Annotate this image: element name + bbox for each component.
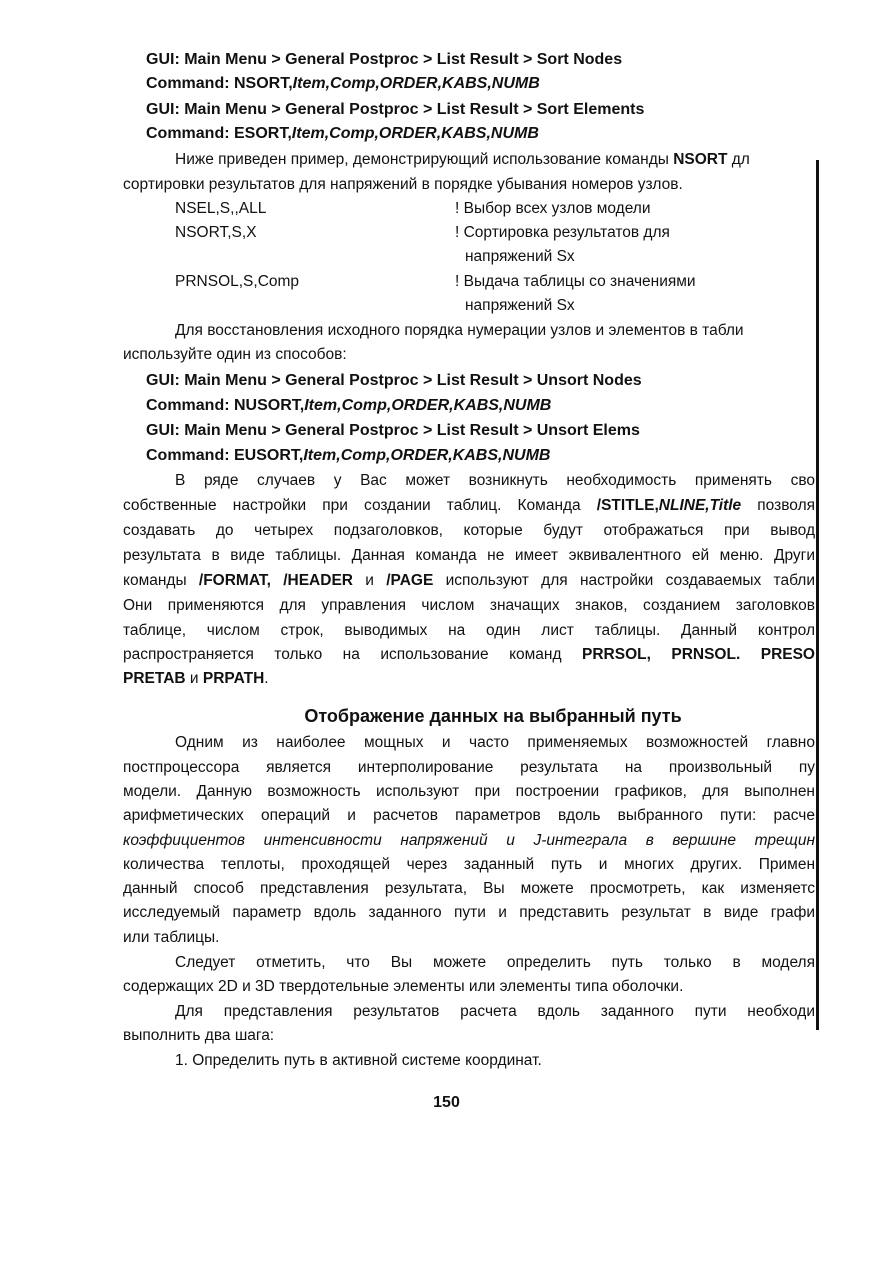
command-prefix: Command: ESORT, <box>146 125 292 142</box>
command-eusort <box>146 444 838 468</box>
paragraph-line: постпроцессора является интерполирование результата на произвольный пу <box>123 759 815 776</box>
text-run: используют для настройки создаваемых табли <box>433 572 815 589</box>
gui-path-sort-nodes: GUI: Main Menu > General Postproc > List Result > Sort Nodes <box>146 51 623 68</box>
text-run-bold: PRPATH <box>202 670 265 687</box>
paragraph-line <box>123 643 815 667</box>
text-run: позволя <box>741 497 815 514</box>
paragraph-line: Одним из наиболее мощных и часто применяемых возможностей главно <box>175 734 815 751</box>
text-run: и <box>352 572 387 589</box>
paragraph-line: Они применяются для управления числом значащих знаков, созданием заголовков <box>123 597 815 614</box>
command-prefix: Command: EUSORT, <box>146 447 304 464</box>
paragraph-line: арифметических операций и расчетов параметров вдоль выбранного пути: расче <box>123 807 815 824</box>
command-esort <box>146 122 838 146</box>
list-item: 1. Определить путь в активной системе координат. <box>175 1052 542 1069</box>
paragraph-line <box>123 569 815 593</box>
text-run: дл <box>727 151 750 168</box>
text-run: и <box>185 670 203 687</box>
text-run-bold: /PAGE <box>386 572 434 589</box>
code-comment: ! Сортировка результатов для <box>455 224 670 241</box>
paragraph-line <box>123 667 815 691</box>
paragraph-line: или таблицы. <box>123 929 220 946</box>
text-run-bold: NSORT <box>673 151 728 168</box>
gui-path-unsort-elems: GUI: Main Menu > General Postproc > List Result > Unsort Elems <box>146 422 640 439</box>
paragraph-line: сортировки результатов для напряжений в порядке убывания номеров узлов. <box>123 176 683 193</box>
text-run: собственные настройки при создании таблиц. Команда <box>123 497 597 514</box>
command-args: Item,Comp,ORDER,KABS,NUMB <box>303 447 551 464</box>
command-nsort <box>146 72 838 96</box>
code-comment-cont: напряжений Sx <box>465 297 575 314</box>
text-run: . <box>264 670 269 687</box>
text-run-bold: /STITLE, <box>596 497 659 514</box>
text-run: Ниже приведен пример, демонстрирующий использование команды <box>175 151 674 168</box>
section-heading: Отображение данных на выбранный путь <box>304 706 682 726</box>
text-run: распространяется только на использование команд <box>123 646 582 663</box>
gui-path-unsort-nodes: GUI: Main Menu > General Postproc > List Result > Unsort Nodes <box>146 372 642 389</box>
paragraph-line: исследуемый параметр вдоль заданного пути и представить результат в виде графи <box>123 904 815 921</box>
scan-edge <box>816 160 819 1030</box>
text-run-bold: /FORMAT, /HEADER <box>198 572 353 589</box>
paragraph-line: Для представления результатов расчета вдоль заданного пути необходи <box>175 1003 815 1020</box>
text-run: команды <box>123 572 199 589</box>
code-line: NSORT,S,X <box>175 224 257 241</box>
paragraph-line: результата в виде таблицы. Данная команда не имеет эквивалентного ей меню. Други <box>123 547 815 564</box>
page-number: 150 <box>433 1094 460 1111</box>
paragraph-line: выполнить два шага: <box>123 1027 275 1044</box>
code-comment-cont: напряжений Sx <box>465 248 575 265</box>
paragraph-line: В ряде случаев у Вас может возникнуть необходимость применять сво <box>175 472 815 489</box>
paragraph-line: модели. Данную возможность используют при построении графиков, для выполнен <box>123 783 815 800</box>
paragraph-line <box>175 148 815 172</box>
code-comment: ! Выдача таблицы со значениями <box>455 273 696 290</box>
paragraph-line: таблице, числом строк, выводимых на один лист таблицы. Данный контрол <box>123 622 815 639</box>
command-args: Item,Comp,ORDER,KABS,NUMB <box>291 125 539 142</box>
paragraph-line: количества теплоты, проходящей через заданный путь и многих других. Примен <box>123 856 815 873</box>
paragraph-line: коэффициентов интенсивности напряжений и J-интеграла в вершине трещин <box>123 832 815 849</box>
code-comment: ! Выбор всех узлов модели <box>455 200 651 217</box>
code-line: PRNSOL,S,Comp <box>175 273 300 290</box>
text-run-bold: PRETAB <box>123 670 186 687</box>
text-run-bold: PRRSOL, PRNSOL. PRESO <box>582 646 815 663</box>
paragraph-line: создавать до четырех подзаголовков, которые будут отображаться при вывод <box>123 522 815 539</box>
command-prefix: Command: NUSORT, <box>146 397 305 414</box>
paragraph-line: содержащих 2D и 3D твердотельные элементы или элементы типа оболочки. <box>123 978 684 995</box>
gui-path-sort-elements: GUI: Main Menu > General Postproc > List Result > Sort Elements <box>146 101 645 118</box>
paragraph-line: Для восстановления исходного порядка нумерации узлов и элементов в табли <box>175 322 744 339</box>
command-prefix: Command: NSORT, <box>146 75 293 92</box>
paragraph-line: данный способ представления результата, Вы можете просмотреть, как изменяетс <box>123 880 815 897</box>
text-run-bold-italic: NLINE,Title <box>658 497 742 514</box>
command-args: Item,Comp,ORDER,KABS,NUMB <box>292 75 540 92</box>
code-line: NSEL,S,,ALL <box>175 200 267 217</box>
command-nusort <box>146 394 838 418</box>
paragraph-line: используйте один из способов: <box>123 346 347 363</box>
paragraph-line <box>123 494 815 518</box>
paragraph-line: Следует отметить, что Вы можете определить путь только в моделя <box>175 954 815 971</box>
command-args: Item,Comp,ORDER,KABS,NUMB <box>304 397 552 414</box>
